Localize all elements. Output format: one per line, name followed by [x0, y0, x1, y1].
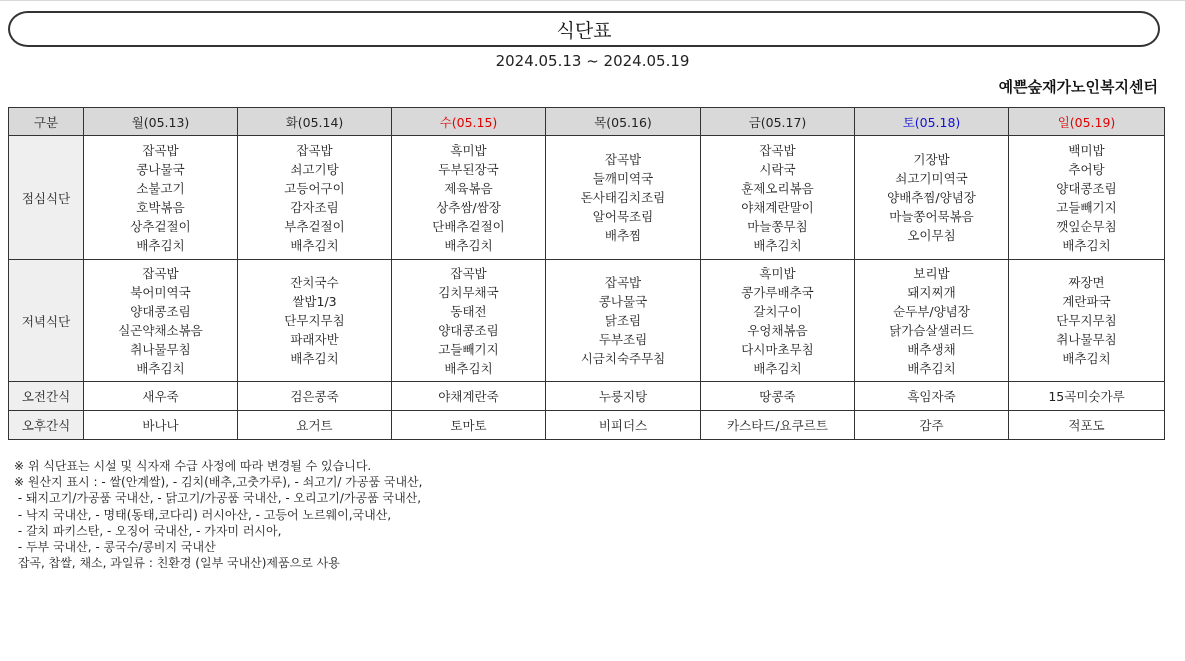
menu-item: 호박볶음 [136, 199, 185, 215]
meal-plan-table [8, 107, 1165, 440]
menu-cell [546, 136, 701, 260]
menu-item: 감자조림 [290, 199, 339, 215]
day-header: 금(05.17) [701, 108, 855, 136]
menu-item: 순두부/양념장 [893, 303, 970, 319]
menu-item: 북어미역국 [130, 284, 191, 300]
snack-cell: 야채계란죽 [392, 382, 546, 411]
menu-item: 잡곡밥 [450, 265, 487, 281]
menu-item: 잡곡밥 [604, 275, 642, 290]
menu-cell [392, 260, 546, 382]
menu-item: 상추쌈/쌈장 [436, 199, 501, 215]
menu-item: 배추김치 [444, 237, 493, 253]
menu-item: 돼지찌개 [907, 284, 956, 300]
menu-item: 고등어구이 [284, 180, 345, 196]
menu-item: 양대콩조림 [1056, 180, 1117, 196]
menu-item: 두부조림 [598, 332, 648, 347]
pm-snack-row [9, 411, 1165, 440]
snack-cell: 카스타드/요쿠르트 [701, 411, 855, 440]
row-label: 저녁식단 [9, 260, 84, 382]
snack-cell: 바나나 [84, 411, 238, 440]
menu-item: 알어묵조림 [592, 209, 654, 224]
menu-item: 부추겉절이 [284, 218, 345, 234]
menu-item: 쇠고기탕 [290, 161, 339, 177]
menu-item: 닭조림 [604, 313, 642, 328]
am-snack-row [9, 382, 1165, 411]
menu-item: 콩나물국 [598, 294, 648, 309]
menu-item: 배추김치 [290, 237, 339, 253]
center-name: 예쁜숲재가노인복지센터 [998, 78, 1158, 96]
menu-item: 양배추찜/양념장 [887, 190, 976, 205]
menu-item: 갈치구이 [753, 303, 802, 319]
menu-item: 단배추겉절이 [432, 218, 505, 234]
menu-cell [546, 260, 701, 382]
day-header: 토(05.18) [855, 108, 1009, 136]
notes-section [14, 458, 422, 571]
corner-header: 구분 [9, 108, 84, 136]
menu-item: 양대콩조림 [130, 303, 191, 319]
day-header: 목(05.16) [546, 108, 701, 136]
menu-cell [855, 136, 1009, 260]
note-line: - 낙지 국내산, - 명태(동태,코다리) 러시아산, - 고등어 노르웨이,국내산, [14, 507, 392, 522]
menu-item: 야채계란말이 [741, 199, 814, 215]
menu-item: 배추김치 [290, 351, 339, 366]
menu-item: 오이무침 [907, 228, 956, 243]
menu-item: 훈제오리볶음 [741, 180, 814, 196]
menu-cell [238, 136, 392, 260]
snack-cell: 흑임자죽 [855, 382, 1009, 411]
day-header: 화(05.14) [238, 108, 392, 136]
note-line: 잡곡, 찹쌀, 채소, 과일류 : 친환경 (일부 국내산)제품으로 사용 [14, 556, 340, 571]
menu-cell [238, 260, 392, 382]
menu-item: 잔치국수 [290, 275, 339, 290]
menu-item: 소불고기 [136, 180, 185, 196]
menu-cell [84, 260, 238, 382]
menu-item: 잡곡밥 [604, 152, 642, 167]
menu-item: 계란파국 [1062, 294, 1111, 309]
menu-item: 잡곡밥 [296, 142, 333, 158]
menu-item: 잡곡밥 [759, 142, 796, 158]
menu-item: 양대콩조림 [438, 322, 499, 338]
menu-item: 취나물무침 [130, 341, 191, 357]
page-title: 식단표 [556, 19, 612, 42]
menu-cell [1009, 136, 1165, 260]
note-line: ※ 원산지 표시 : - 쌀(안계쌀), - 김치(배추,고춧가루), - 쇠고기/ 가공품 국내산, [14, 475, 423, 490]
menu-cell [1009, 260, 1165, 382]
snack-cell: 15곡미숫가루 [1009, 382, 1165, 411]
lunch-row [9, 136, 1165, 260]
menu-item: 깻잎순무침 [1056, 218, 1117, 234]
note-line: ※ 위 식단표는 시설 및 식자재 수급 사정에 따라 변경될 수 있습니다. [14, 459, 372, 473]
menu-item: 배추김치 [136, 237, 185, 253]
snack-cell: 토마토 [392, 411, 546, 440]
menu-item: 배추김치 [753, 237, 802, 253]
menu-item: 마늘쫑어묵볶음 [889, 209, 974, 224]
menu-item: 쌀밥1/3 [292, 294, 337, 309]
menu-cell [84, 136, 238, 260]
menu-item: 동태전 [450, 303, 487, 319]
note-line: - 두부 국내산, - 콩국수/콩비지 국내산 [14, 540, 216, 555]
menu-item: 흑미밥 [450, 142, 487, 158]
menu-item: 배추김치 [1062, 351, 1111, 366]
day-header: 월(05.13) [84, 108, 238, 136]
snack-cell: 누룽지탕 [546, 382, 701, 411]
menu-cell [701, 136, 855, 260]
snack-cell: 검은콩죽 [238, 382, 392, 411]
menu-item: 콩가루배추국 [741, 284, 814, 300]
menu-item: 마늘쫑무침 [747, 218, 808, 234]
menu-item: 다시마초무침 [741, 341, 814, 357]
title-banner [8, 11, 1160, 47]
menu-item: 단무지무침 [1056, 313, 1117, 328]
menu-item: 취나물무침 [1056, 332, 1117, 347]
row-label: 오전간식 [9, 382, 84, 411]
menu-item: 배추김치 [753, 360, 802, 376]
dinner-row [9, 260, 1165, 382]
day-header: 일(05.19) [1009, 108, 1165, 136]
menu-cell [855, 260, 1009, 382]
menu-item: 파래자반 [290, 332, 339, 347]
snack-cell: 적포도 [1009, 411, 1165, 440]
menu-item: 단무지무침 [284, 313, 345, 328]
date-range: 2024.05.13 ~ 2024.05.19 [495, 52, 690, 70]
snack-cell: 땅콩죽 [701, 382, 855, 411]
note-line: - 갈치 파키스탄, - 오징어 국내산, - 가자미 러시아, [14, 523, 282, 538]
menu-item: 배추김치 [1062, 237, 1111, 253]
snack-cell: 감주 [855, 411, 1009, 440]
menu-item: 보리밥 [913, 265, 950, 281]
menu-item: 우엉채볶음 [747, 322, 808, 338]
menu-cell [701, 260, 855, 382]
menu-item: 고들빼기지 [1056, 199, 1117, 215]
row-label: 오후간식 [9, 411, 84, 440]
menu-item: 닭가슴살샐러드 [889, 322, 974, 338]
menu-item: 제육볶음 [444, 180, 493, 196]
menu-item: 김치무채국 [438, 284, 499, 300]
menu-item: 시락국 [759, 161, 796, 177]
menu-item: 백미밥 [1068, 142, 1105, 158]
note-line: - 돼지고기/가공품 국내산, - 닭고기/가공품 국내산, - 오리고기/가공품 국내산, [14, 491, 422, 506]
menu-item: 쇠고기미역국 [895, 171, 968, 186]
menu-item: 짜장면 [1068, 275, 1105, 290]
menu-item: 고들빼기지 [438, 341, 499, 357]
menu-item: 배추김치 [907, 360, 956, 376]
menu-item: 콩나물국 [136, 161, 185, 177]
menu-item: 흑미밥 [759, 265, 796, 281]
menu-item: 실곤약채소볶음 [118, 322, 203, 338]
menu-item: 잡곡밥 [142, 265, 179, 281]
menu-item: 돈사태김치조림 [580, 190, 666, 205]
snack-cell: 요거트 [238, 411, 392, 440]
menu-item: 기장밥 [913, 152, 950, 167]
menu-item: 두부된장국 [438, 161, 499, 177]
header-row [9, 108, 1165, 136]
menu-item: 배추김치 [444, 360, 493, 376]
menu-item: 배추생채 [907, 341, 956, 357]
menu-item: 배추김치 [136, 360, 185, 376]
menu-item: 들깨미역국 [592, 171, 654, 186]
menu-item: 배추찜 [604, 228, 642, 243]
menu-item: 추어탕 [1068, 161, 1105, 177]
row-label: 점심식단 [9, 136, 84, 260]
menu-item: 잡곡밥 [142, 142, 179, 158]
snack-cell: 새우죽 [84, 382, 238, 411]
day-header: 수(05.15) [392, 108, 546, 136]
menu-cell [392, 136, 546, 260]
menu-item: 상추겉절이 [130, 218, 191, 234]
menu-item: 시금치숙주무침 [580, 351, 666, 366]
snack-cell: 비피더스 [546, 411, 701, 440]
